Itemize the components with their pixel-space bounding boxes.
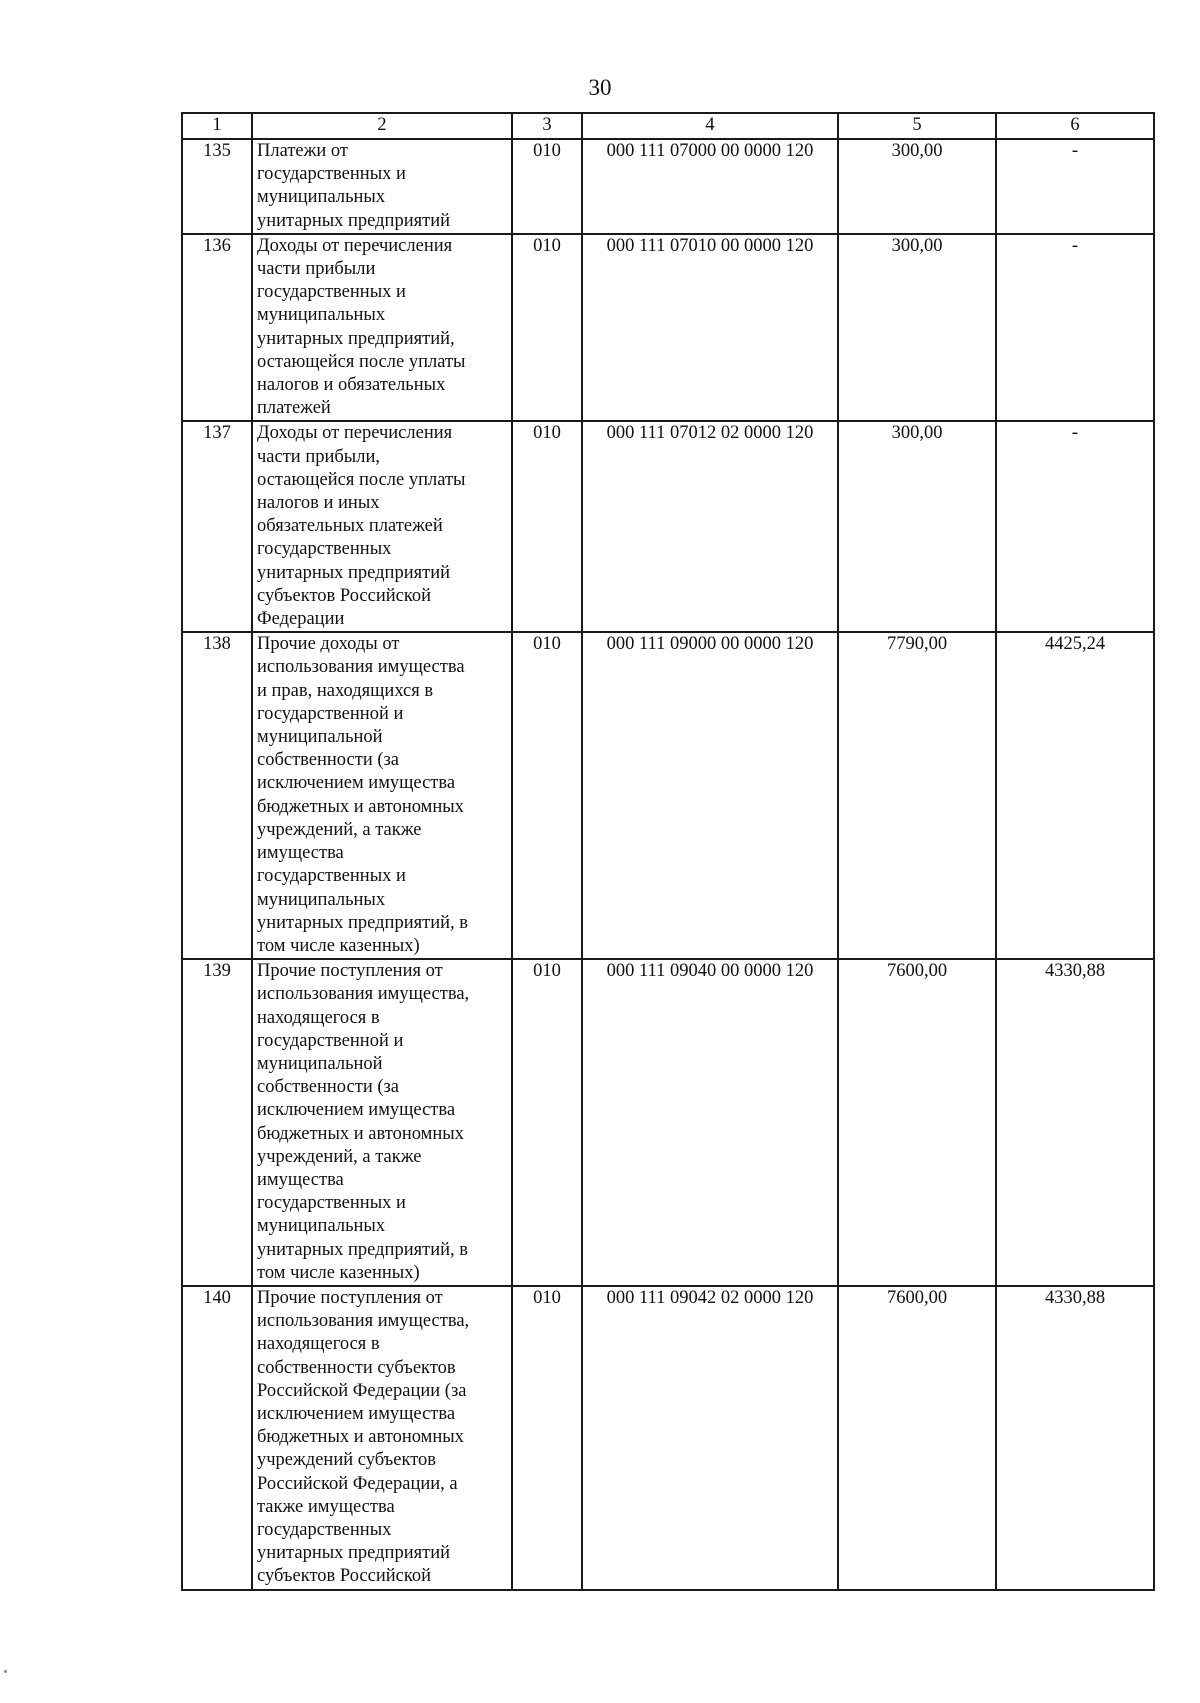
planned-amount: 300,00 [838,139,996,234]
header-col-3: 3 [512,113,582,139]
header-col-6: 6 [996,113,1154,139]
scan-speck [4,1670,7,1673]
executed-amount: - [996,234,1154,422]
header-col-5: 5 [838,113,996,139]
table-row [182,234,1154,422]
budget-revenue-table [181,112,1155,1591]
section-code: 010 [512,959,582,1286]
revenue-name: Прочие доходы от использования имущества и прав, находящихся в государственной и муниципальной собственности (за исключением имущества бюджетных и автономных учреждений, а также имущества государственных и муниципальных унитарных предприятий, в том числе казенных) [252,632,512,959]
page-number: 30 [588,75,612,100]
row-number: 139 [182,959,252,1286]
row-number: 140 [182,1286,252,1590]
executed-amount: 4425,24 [996,632,1154,959]
classification-code: 000 111 07000 00 0000 120 [582,139,838,234]
executed-amount: 4330,88 [996,1286,1154,1590]
revenue-name: Прочие поступления от использования имущества, находящегося в государственной и муниципальной собственности (за исключением имущества бюджетных и автономных учреждений, а также имущества государственных и муниципальных унитарных предприятий, в том числе казенных) [252,959,512,1286]
revenue-name: Доходы от перечисления части прибыли, остающейся после уплаты налогов и иных обязательных платежей государственных унитарных предприятий субъектов Российской Федерации [252,421,512,632]
classification-code: 000 111 09000 00 0000 120 [582,632,838,959]
revenue-name: Прочие поступления от использования имущества, находящегося в собственности субъектов Российской Федерации (за исключением имущества бюджетных и автономных учреждений субъектов Российской Федерации, а также имущества государственных унитарных предприятий субъектов Российской [252,1286,512,1590]
section-code: 010 [512,139,582,234]
table-header [182,113,1154,139]
classification-code: 000 111 09042 02 0000 120 [582,1286,838,1590]
header-col-1: 1 [182,113,252,139]
table-body [182,139,1154,1590]
executed-amount: 4330,88 [996,959,1154,1286]
executed-amount: - [996,139,1154,234]
planned-amount: 7790,00 [838,632,996,959]
section-code: 010 [512,1286,582,1590]
row-number: 138 [182,632,252,959]
table-row [182,959,1154,1286]
classification-code: 000 111 07012 02 0000 120 [582,421,838,632]
section-code: 010 [512,234,582,422]
table-row [182,632,1154,959]
section-code: 010 [512,421,582,632]
planned-amount: 7600,00 [838,1286,996,1590]
header-row [182,113,1154,139]
planned-amount: 7600,00 [838,959,996,1286]
revenue-name: Платежи от государственных и муниципальных унитарных предприятий [252,139,512,234]
classification-code: 000 111 07010 00 0000 120 [582,234,838,422]
section-code: 010 [512,632,582,959]
header-col-2: 2 [252,113,512,139]
row-number: 137 [182,421,252,632]
table-row [182,421,1154,632]
row-number: 136 [182,234,252,422]
table-row [182,139,1154,234]
planned-amount: 300,00 [838,421,996,632]
classification-code: 000 111 09040 00 0000 120 [582,959,838,1286]
executed-amount: - [996,421,1154,632]
table-row [182,1286,1154,1590]
header-col-4: 4 [582,113,838,139]
planned-amount: 300,00 [838,234,996,422]
revenue-name: Доходы от перечисления части прибыли государственных и муниципальных унитарных предприятий, остающейся после уплаты налогов и обязательных платежей [252,234,512,422]
row-number: 135 [182,139,252,234]
